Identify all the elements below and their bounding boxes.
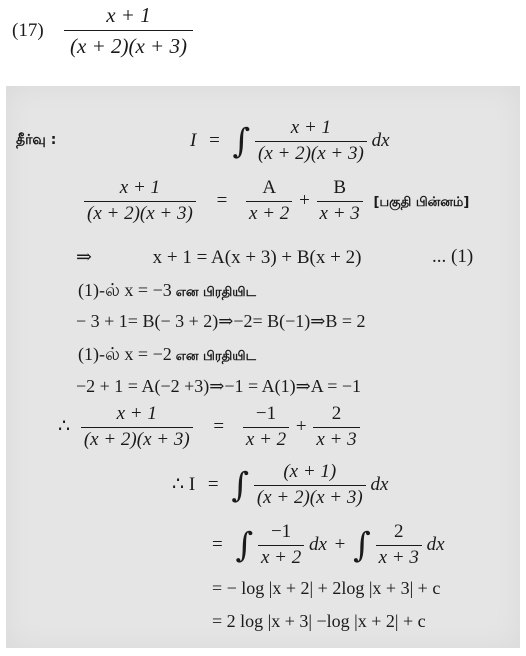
substitution-1-result: − 3 + 1= B(− 3 + 2)⇒−2= B(−1)⇒B = 2 [76, 311, 366, 331]
integral-lhs: ∴ I [172, 473, 196, 495]
plus-sign: + [334, 533, 346, 555]
dx: dx [371, 129, 390, 151]
fraction-denominator: x + 2 [245, 428, 287, 450]
equals-sign: = [212, 533, 223, 555]
fraction-denominator: (x + 2)(x + 3) [258, 142, 364, 164]
problem-numerator: x + 1 [64, 4, 193, 31]
substitution-2-tamil: என பிரதியிட [175, 349, 256, 364]
fraction-numerator: 2 [376, 522, 422, 546]
integral-sign: ∫ [231, 465, 250, 506]
coefficient-b: B [317, 178, 363, 202]
problem-fraction [64, 4, 193, 58]
substitution-1-prefix: (1)-ல் x = −3 [78, 280, 172, 300]
substitution-1-heading [78, 280, 256, 303]
fraction-denominator: x + 2 [260, 546, 302, 568]
fraction-denominator: x + 3 [316, 428, 357, 450]
equation-1-body: x + 1 = A(x + 3) + B(x + 2) [152, 247, 362, 268]
fraction-numerator: x + 1 [81, 404, 193, 428]
equals-sign: = [207, 473, 219, 495]
fraction-numerator: 2 [313, 404, 359, 428]
integral-definition [190, 118, 390, 165]
substitution-1-tamil: என பிரதியிட [175, 285, 256, 300]
fraction-denominator: x + 3 [319, 202, 360, 224]
dx: dx [370, 473, 389, 495]
fraction-numerator: x + 1 [84, 178, 196, 202]
partial-fraction-result [58, 404, 360, 451]
equation-tag: ... (1) [432, 246, 474, 267]
partial-fraction-note: [பகுதி பின்னம்] [373, 194, 470, 210]
fraction-numerator: −1 [243, 404, 289, 428]
integral-sign: ∫ [235, 525, 254, 566]
log-result-2: = 2 log |x + 3| −log |x + 2| + c [212, 611, 426, 631]
fraction-numerator: (x + 1) [254, 462, 366, 486]
integral-split [212, 522, 445, 569]
fraction-denominator: (x + 2)(x + 3) [256, 486, 363, 508]
fraction-numerator: x + 1 [255, 118, 367, 142]
partial-fraction-setup [84, 178, 469, 225]
coefficient-a: A [246, 178, 292, 202]
log-result-1: = − log |x + 2| + 2log |x + 3| + c [212, 578, 441, 598]
problem-denominator: (x + 2)(x + 3) [70, 34, 187, 59]
equals-sign: = [209, 129, 220, 151]
fraction-denominator: x + 2 [249, 202, 290, 224]
equals-sign: = [216, 189, 228, 211]
solution-label: தீர்வு : [16, 132, 57, 148]
implies-arrow: ⇒ [76, 247, 92, 268]
integral-sign: ∫ [353, 525, 371, 566]
substitution-2-heading [78, 344, 256, 367]
dx: dx [426, 533, 445, 555]
fraction-denominator: (x + 2)(x + 3) [87, 202, 193, 224]
fraction-denominator: (x + 2)(x + 3) [83, 428, 190, 450]
fraction-numerator: −1 [258, 522, 304, 546]
integral-lhs: I [190, 129, 197, 151]
equals-sign: = [213, 415, 225, 437]
plus-sign: + [299, 189, 310, 211]
fraction-denominator: x + 3 [378, 546, 419, 568]
therefore-symbol: ∴ [58, 415, 71, 437]
equation-1 [76, 246, 361, 269]
plus-sign: + [295, 415, 307, 437]
problem-number: (17) [12, 20, 44, 41]
dx: dx [308, 533, 327, 555]
substitution-2-result: −2 + 1 = A(−2 +3)⇒−1 = A(1)⇒A = −1 [76, 376, 362, 396]
substitution-2-prefix: (1)-ல் x = −2 [78, 344, 172, 364]
integral-sign: ∫ [232, 121, 251, 162]
integral-restated [172, 462, 388, 509]
problem-header [0, 0, 526, 84]
